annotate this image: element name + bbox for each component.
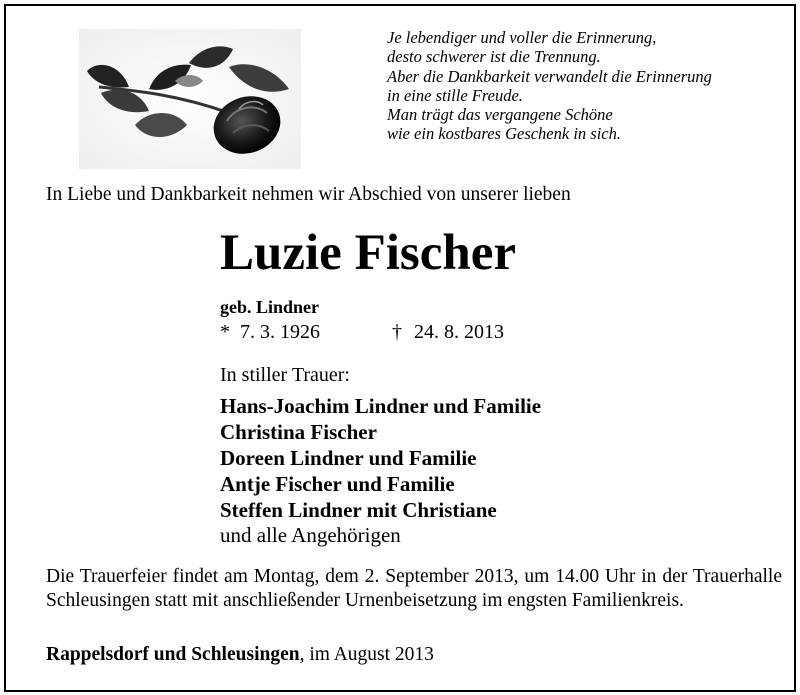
poem-line: desto schwerer ist die Trennung. [387,47,601,67]
mourner-name: Hans-Joachim Lindner und Familie [220,394,542,418]
closing-line [46,644,434,666]
rose-photo [79,29,301,169]
maiden-name: geb. Lindner [220,297,320,317]
closing-date: , im August 2013 [299,644,434,665]
mourner-list [220,393,541,523]
poem-line: in eine stille Freude. [387,85,523,105]
deceased-name: Luzie Fischer [220,225,517,281]
rose-icon [79,29,301,169]
poem-line: Je lebendiger und voller die Erinnerung, [387,28,657,47]
death-date: 24. 8. 2013 [414,321,504,343]
mourner-name: Christina Fischer [220,420,377,444]
life-dates [220,321,504,344]
mourner-name: Steffen Lindner mit Christiane [220,498,497,522]
mourner-name: Antje Fischer und Familie [220,472,455,496]
death-symbol: † [392,321,402,343]
poem-line: Aber die Dankbarkeit verwandelt die Erinnerung [387,66,712,86]
other-relatives: und alle Angehörigen [220,523,401,547]
mourning-label: In stiller Trauer: [220,364,350,386]
service-details: Die Trauerfeier findet am Montag, dem 2. September 2013, um 14.00 Uhr in der Trauerhalle Schleusingen statt mit anschließender Urnenbeisetzung im engsten Familienkreis. [46,566,782,611]
birth-symbol: * [220,321,230,343]
closing-places: Rappelsdorf und Schleusingen [46,644,300,665]
birth-date: 7. 3. 1926 [240,321,320,343]
intro-text: In Liebe und Dankbarkeit nehmen wir Abschied von unserer lieben [46,184,571,205]
poem-line: Man trägt das vergangene Schöne [387,105,613,125]
memorial-poem [387,28,777,144]
poem-line: wie ein kostbares Geschenk in sich. [387,124,621,144]
mourner-name: Doreen Lindner und Familie [220,446,477,470]
